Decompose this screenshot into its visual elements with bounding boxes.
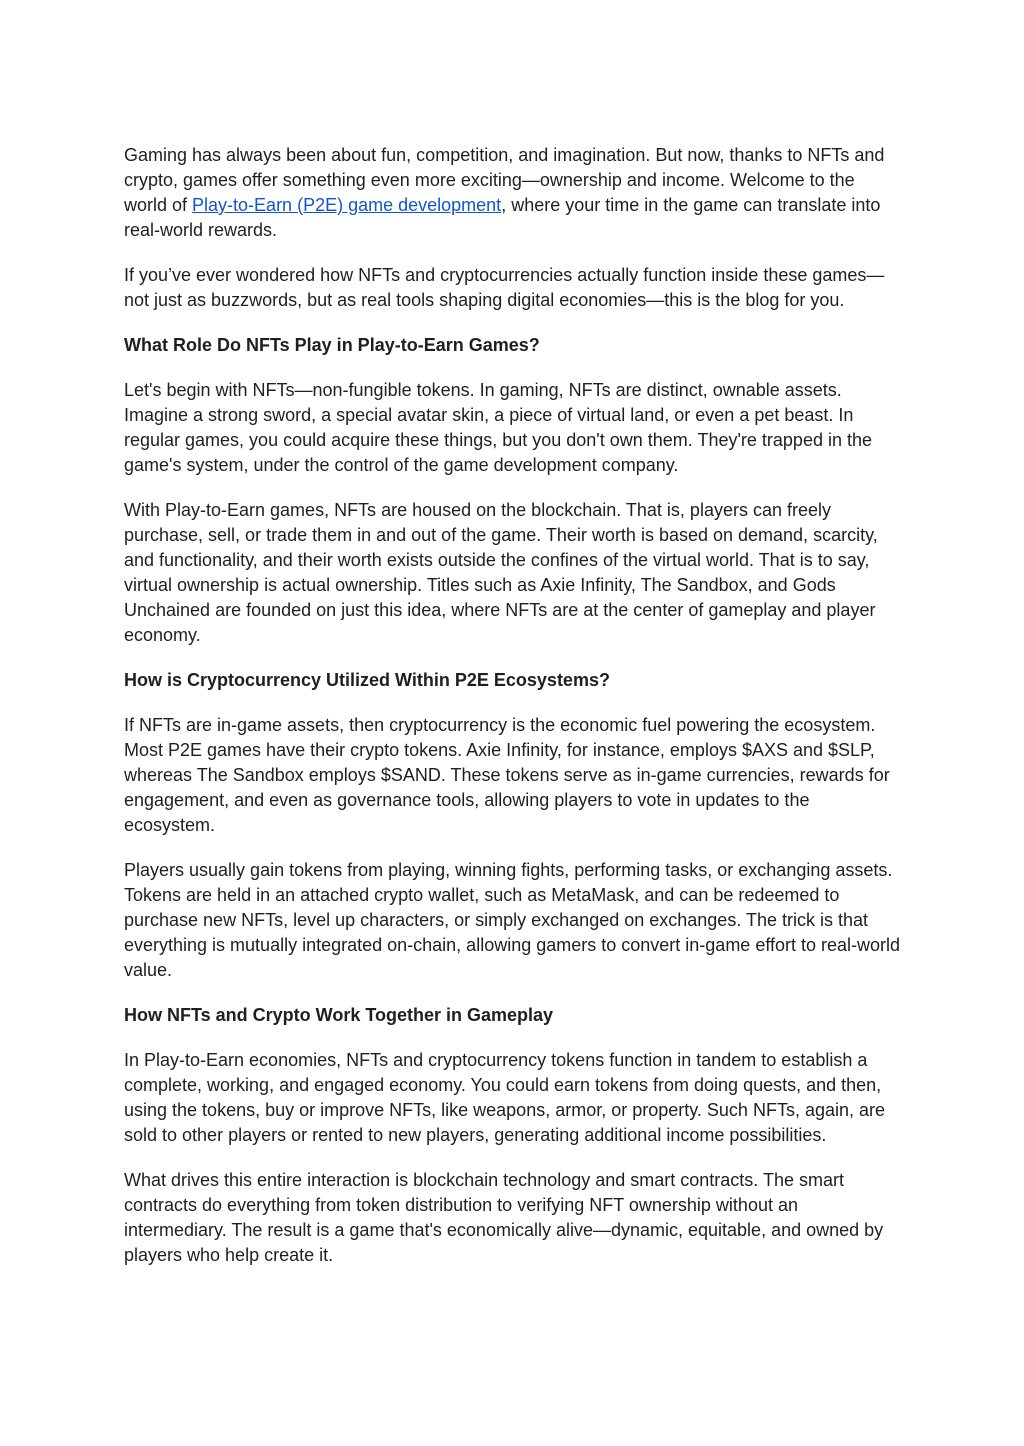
heading-nft-crypto-together: How NFTs and Crypto Work Together in Gameplay [124,1005,554,1025]
paragraph-3: Let's begin with NFTs—non-fungible tokens. In gaming, NFTs are distinct, ownable assets. Imagine a strong sword, a special avatar skin, a piece of virtual land, or even a pet beast. In regular games, you could acquire these things, but you don't own them. They're trapped in the game's system, under the control of the game development company. [124,380,872,475]
paragraph-6: Players usually gain tokens from playing, winning fights, performing tasks, or exchanging assets. Tokens are held in an attached crypto wallet, such as MetaMask, and can be redeemed to purchase new NFTs, level up characters, or simply exchanged on exchanges. The trick is that everything is mutually integrated on-chain, allowing gamers to convert in-game effort to real-world value. [124,860,901,980]
paragraph-5: If NFTs are in-game assets, then cryptocurrency is the economic fuel powering the ecosystem. Most P2E games have their crypto tokens. Axie Infinity, for instance, employs $AXS and $SLP, whereas The Sandbox employs $SAND. These tokens serve as in-game currencies, rewards for engagement, and even as governance tools, allowing players to vote in updates to the ecosystem. [124,715,890,835]
intro-text-end: , where your time in the game can translate into real-world rewards. [124,195,881,240]
heading-nft-role: What Role Do NFTs Play in Play-to-Earn Games? [124,335,540,355]
paragraph-2: If you’ve ever wondered how NFTs and cryptocurrencies actually function inside these games—not just as buzzwords, but as real tools shaping digital economies—this is the blog for you. [124,265,885,310]
paragraph-4: With Play-to-Earn games, NFTs are housed on the blockchain. That is, players can freely purchase, sell, or trade them in and out of the game. Their worth is based on demand, scarcity, and functionality, and their worth exists outside the confines of the virtual world. That is to say, virtual ownership is actual ownership. Titles such as Axie Infinity, The Sandbox, and Gods Unchained are founded on just this idea, where NFTs are at the center of gameplay and player economy. [124,500,878,645]
heading-crypto-utilization: How is Cryptocurrency Utilized Within P2E Ecosystems? [124,670,610,690]
intro-text-start: Gaming has always been about fun, competition, and imagination. But now, thanks to NFTs and crypto, games offer something even more exciting—ownership and income. Welcome to the world of [124,145,885,215]
paragraph-8: What drives this entire interaction is blockchain technology and smart contracts. The smart contracts do everything from token distribution to verifying NFT ownership without an intermediary. The result is a game that's economically alive—dynamic, equitable, and owned by players who help create it. [124,1170,884,1265]
intro-paragraph [124,143,902,243]
paragraph-7: In Play-to-Earn economies, NFTs and cryptocurrency tokens function in tandem to establish a complete, working, and engaged economy. You could earn tokens from doing quests, and then, using the tokens, buy or improve NFTs, like weapons, armor, or property. Such NFTs, again, are sold to other players or rented to new players, generating additional income possibilities. [124,1050,886,1145]
document-page [124,143,902,1288]
p2e-development-link[interactable]: Play-to-Earn (P2E) game development [192,195,502,215]
